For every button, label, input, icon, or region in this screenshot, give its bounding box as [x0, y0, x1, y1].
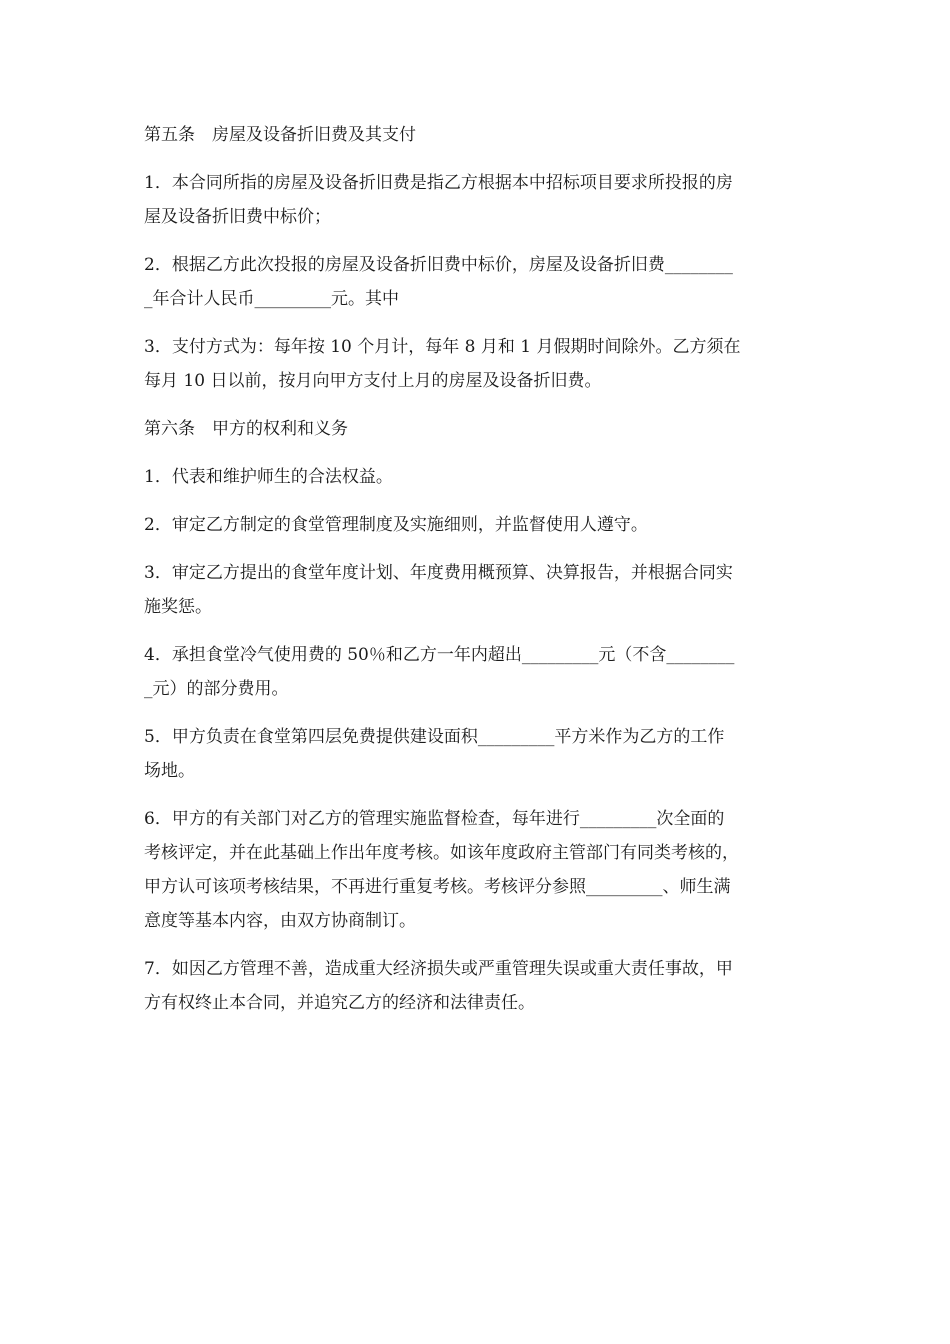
- text-line: 1．本合同所指的房屋及设备折旧费是指乙方根据本中招标项目要求所投报的房: [144, 173, 733, 193]
- text-line: 施奖惩。: [144, 597, 212, 617]
- text-line: 6．甲方的有关部门对乙方的管理实施监督检查，每年进行_________次全面的: [144, 809, 725, 829]
- text-line: 2．根据乙方此次投报的房屋及设备折旧费中标价，房屋及设备折旧费________: [144, 255, 733, 275]
- section-5-title: 第五条 房屋及设备折旧费及其支付: [144, 125, 416, 145]
- section-5-item-2: [144, 248, 806, 316]
- section-5-item-1: [144, 166, 806, 234]
- text-line: 意度等基本内容，由双方协商制订。: [144, 911, 416, 931]
- text-line: 4．承担食堂冷气使用费的 50％和乙方一年内超出_________元（不含________: [144, 645, 735, 665]
- document-page: [144, 118, 806, 1034]
- text-line: 3．审定乙方提出的食堂年度计划、年度费用概预算、决算报告，并根据合同实: [144, 563, 733, 583]
- text-line: 5．甲方负责在食堂第四层免费提供建设面积_________平方米作为乙方的工作: [144, 727, 725, 747]
- section-5-item-3: [144, 330, 806, 398]
- section-6-title: 第六条 甲方的权利和义务: [144, 419, 348, 439]
- text-line: 1．代表和维护师生的合法权益。: [144, 467, 393, 487]
- text-line: 甲方认可该项考核结果，不再进行重复考核。考核评分参照_________、师生满: [144, 877, 731, 897]
- text-line: 考核评定，并在此基础上作出年度考核。如该年度政府主管部门有同类考核的，: [144, 843, 739, 863]
- text-line: _年合计人民币_________元。其中: [144, 289, 399, 309]
- section-6-item-7: [144, 952, 806, 1020]
- section-6-item-4: [144, 638, 806, 706]
- text-line: 2．审定乙方制定的食堂管理制度及实施细则，并监督使用人遵守。: [144, 515, 648, 535]
- text-line: 场地。: [144, 761, 195, 781]
- text-line: 3．支付方式为：每年按 10 个月计，每年 8 月和 1 月假期时间除外。乙方须在: [144, 337, 741, 357]
- text-line: _元）的部分费用。: [144, 679, 289, 699]
- section-6-item-1: [144, 460, 806, 494]
- section-6-item-6: [144, 802, 806, 938]
- section-6-item-3: [144, 556, 806, 624]
- section-6-item-2: [144, 508, 806, 542]
- section-6-item-5: [144, 720, 806, 788]
- text-line: 屋及设备折旧费中标价；: [144, 207, 331, 227]
- text-line: 每月 10 日以前，按月向甲方支付上月的房屋及设备折旧费。: [144, 371, 602, 391]
- text-line: 方有权终止本合同，并追究乙方的经济和法律责任。: [144, 993, 535, 1013]
- text-line: 7．如因乙方管理不善，造成重大经济损失或严重管理失误或重大责任事故，甲: [144, 959, 733, 979]
